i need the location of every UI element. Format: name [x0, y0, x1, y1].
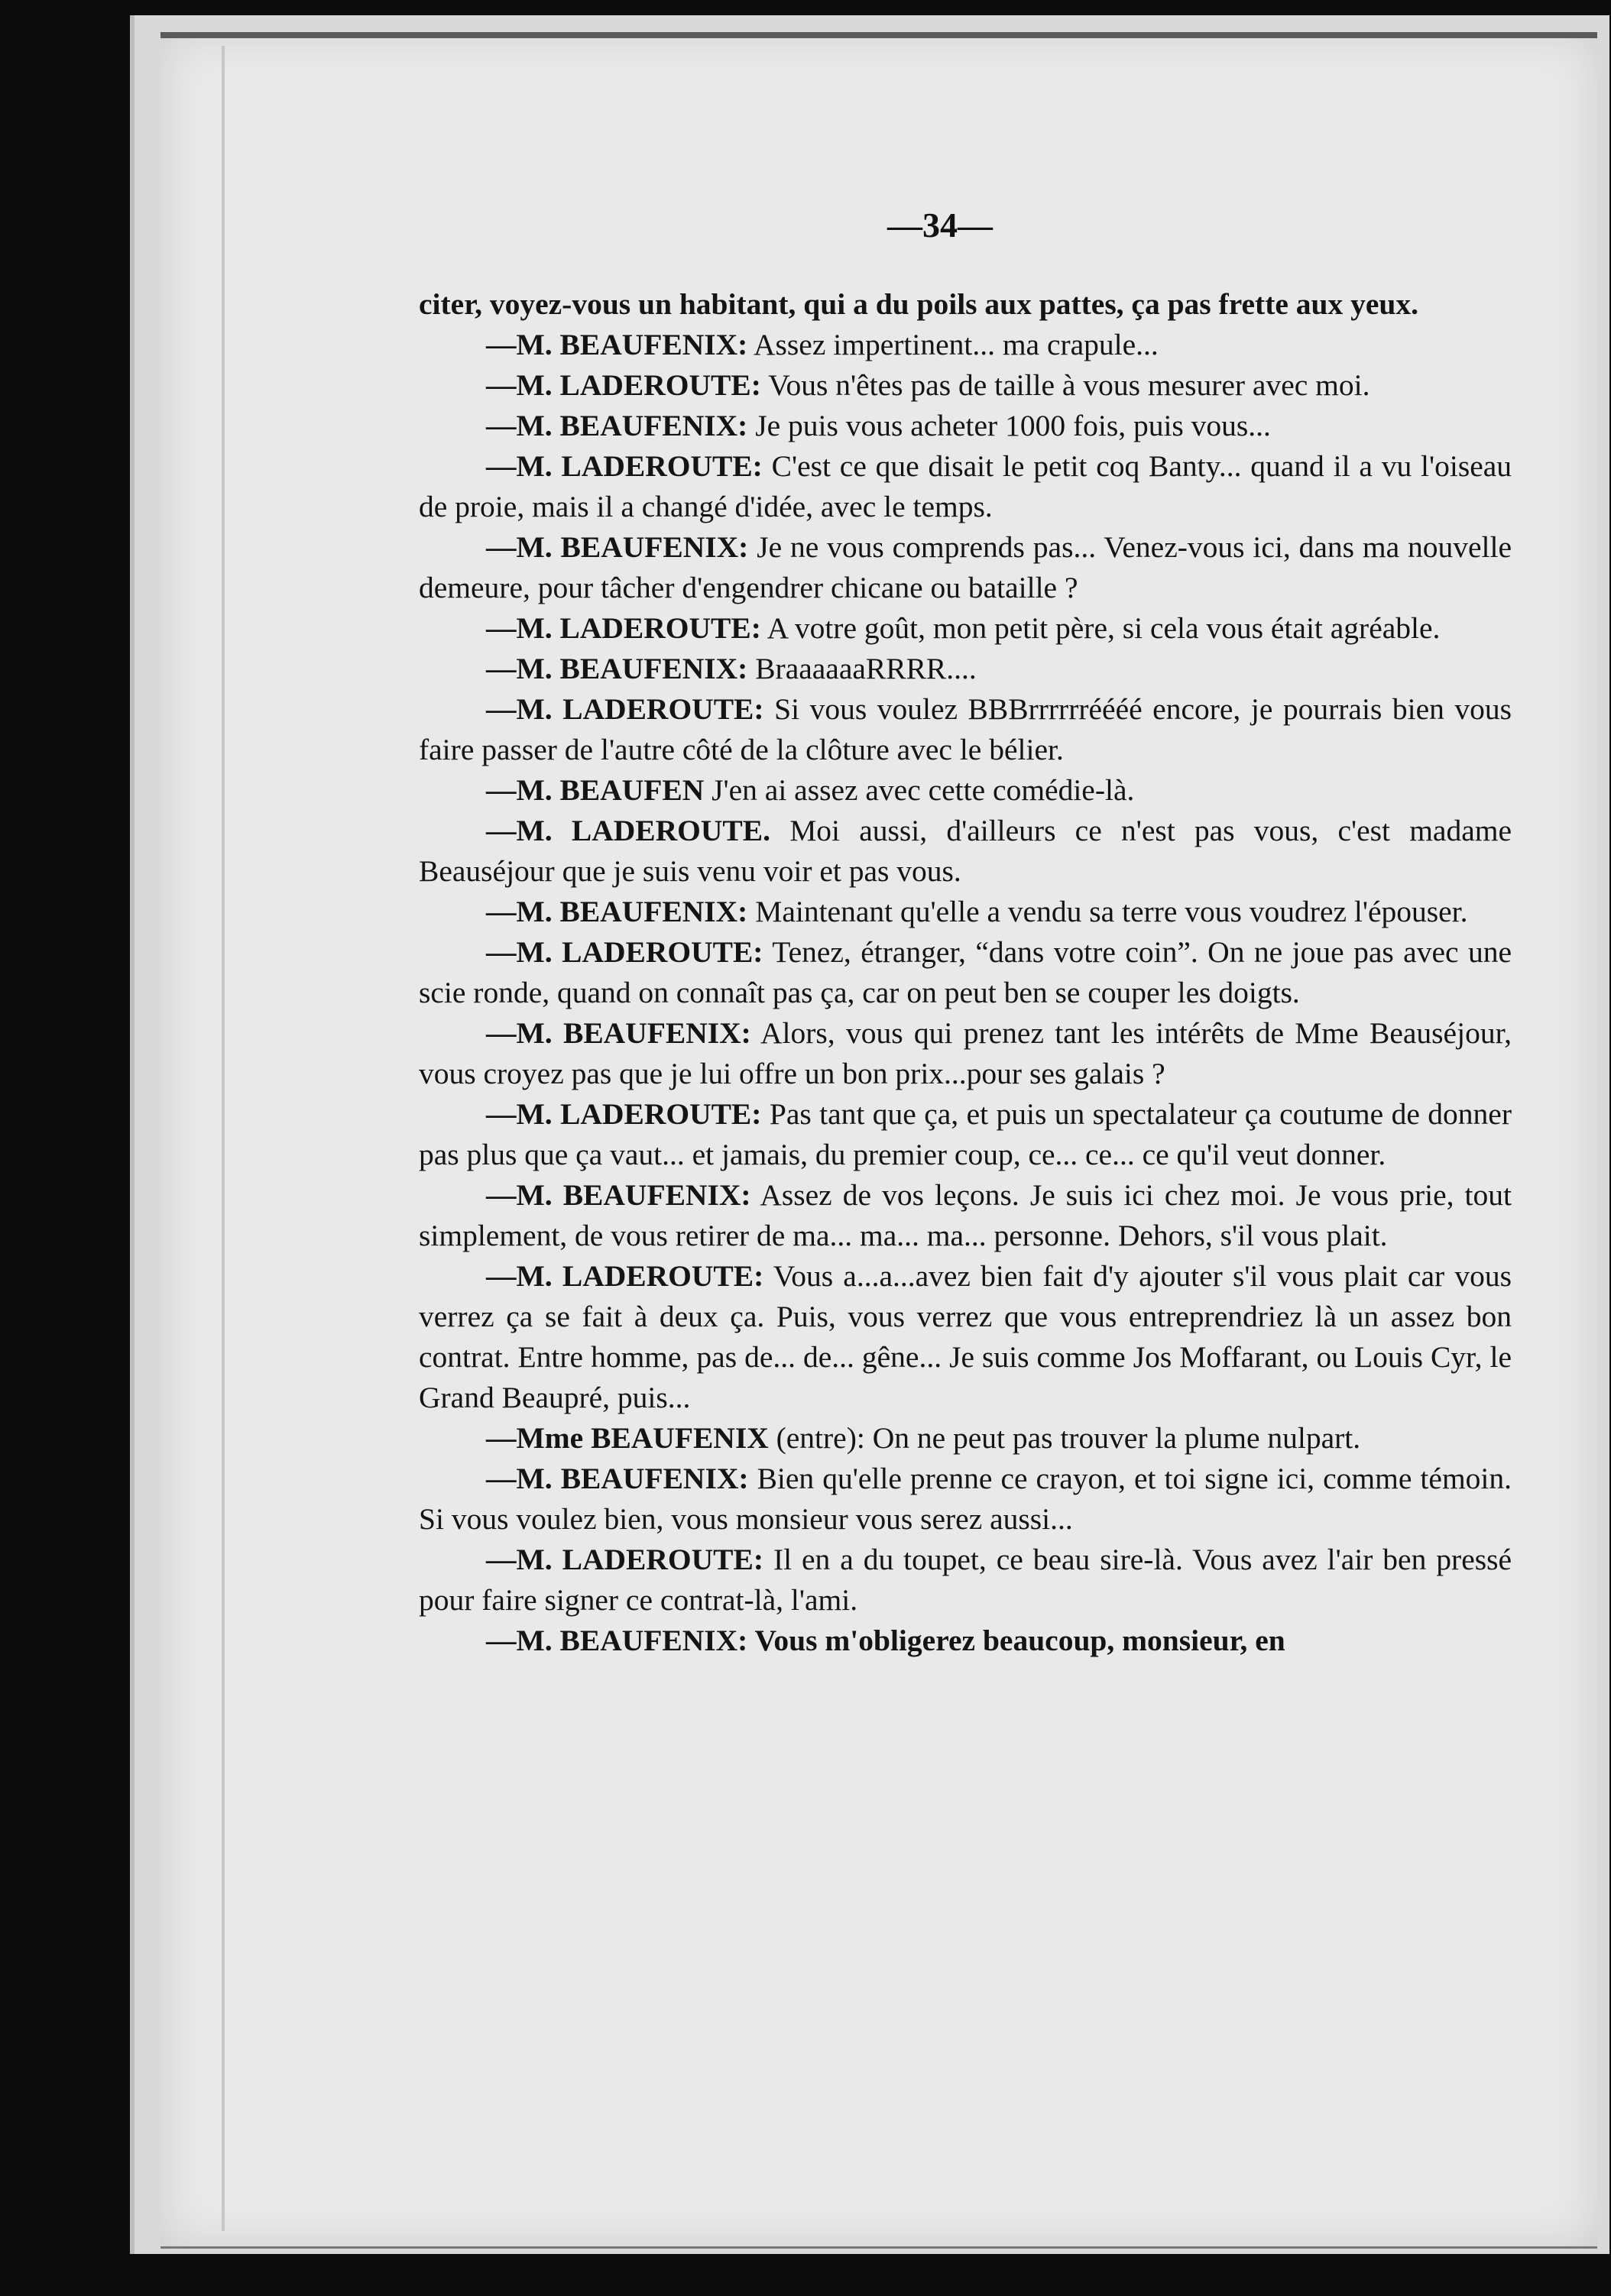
speaker-name: —M. BEAUFENIX: — [486, 1462, 749, 1495]
paragraph — [419, 608, 1512, 649]
paragraph — [419, 527, 1512, 608]
speaker-name: —M. BEAUFENIX: — [486, 895, 748, 928]
paragraph — [419, 811, 1512, 892]
paragraph-text: Je puis vous acheter 1000 fois, puis vous... — [755, 409, 1271, 442]
paragraph — [419, 325, 1512, 365]
page-number: —34— — [887, 206, 993, 244]
paragraph — [419, 1094, 1512, 1175]
paragraph-text: (entre): On ne peut pas trouver la plume nulpart. — [776, 1421, 1361, 1455]
paragraph-text: Il en a du toupet, ce beau sire-là. Vous avez l'air ben pressé pour faire signer ce contrat-là, l'ami. — [419, 1543, 1512, 1617]
speaker-name: —M. BEAUFENIX: — [486, 409, 748, 442]
speaker-name: —M. BEAUFENIX: — [486, 1178, 751, 1212]
speaker-name: —M. BEAUFENIX: — [486, 328, 748, 361]
paragraph-text: Vous n'êtes pas de taille à vous mesurer avec moi. — [768, 368, 1370, 402]
paragraph-text: Moi aussi, d'ailleurs ce n'est pas vous, c'est madame Beauséjour que je suis venu voir et pas vous. — [419, 814, 1512, 888]
top-edge-rule — [160, 32, 1597, 38]
speaker-name: —M. LADEROUTE: — [486, 935, 763, 969]
paragraph-text: J'en ai assez avec cette comédie-là. — [711, 773, 1135, 807]
paragraph-text: Vous m'obligerez beaucoup, monsieur, en — [754, 1624, 1285, 1657]
speaker-name: —M. LADEROUTE. — [486, 814, 770, 847]
paragraph-text: Alors, vous qui prenez tant les intérêts de Mme Beauséjour, vous croyez pas que je lui offre un bon prix...pour ses galais ? — [419, 1016, 1512, 1090]
paragraph-text: Assez impertinent... ma crapule... — [754, 328, 1159, 361]
paragraph-text: BraaaaaaRRRR.... — [755, 652, 977, 685]
paragraph-text: Je ne vous comprends pas... Venez-vous ici, dans ma nouvelle demeure, pour tâcher d'engendrer chicane ou bataille ? — [419, 530, 1512, 604]
paragraph — [419, 1256, 1512, 1418]
paragraph-text: Assez de vos leçons. Je suis ici chez moi. Je vous prie, tout simplement, de vous retirer de ma... ma... ma... personne. Dehors, s'il vous plait. — [419, 1178, 1512, 1252]
paragraph — [419, 770, 1512, 811]
paragraph — [419, 284, 1512, 325]
speaker-name: —M. BEAUFENIX: — [486, 530, 749, 564]
speaker-name: —M. LADEROUTE: — [486, 1259, 764, 1293]
paragraph-text: Vous a...a...avez bien fait d'y ajouter s'il vous plait car vous verrez ça se fait à deux ça. Puis, vous verrez que vous entreprendriez là un assez bon contrat. Entre homme, pas de... de... gêne... Je suis comme Jos Moffarant, ou Louis Cyr, le Grand Beaupré, puis... — [419, 1259, 1512, 1414]
paragraph — [419, 1175, 1512, 1256]
speaker-name: —M. BEAUFEN — [486, 773, 705, 807]
paragraph-text: citer, voyez-vous un habitant, qui a du poils aux pattes, ça pas frette aux yeux. — [419, 287, 1418, 321]
binding-fold-line — [222, 46, 225, 2231]
paragraph — [419, 1621, 1512, 1661]
paragraph — [419, 446, 1512, 527]
speaker-name: —M. BEAUFENIX: — [486, 652, 748, 685]
paragraph — [419, 406, 1512, 446]
bottom-edge-rule — [160, 2246, 1597, 2249]
paragraph — [419, 1013, 1512, 1094]
paragraph — [419, 892, 1512, 932]
speaker-name: —M. LADEROUTE: — [486, 1097, 762, 1131]
speaker-name: —M. LADEROUTE: — [486, 611, 761, 645]
speaker-name: —M. LADEROUTE: — [486, 368, 761, 402]
speaker-name: —M. BEAUFENIX: — [486, 1624, 748, 1657]
speaker-name: —M. LADEROUTE: — [486, 1543, 763, 1576]
paragraph-text: Si vous voulez BBBrrrrrréééé encore, je pourrais bien vous faire passer de l'autre côté de la clôture avec le bélier. — [419, 692, 1512, 766]
speaker-name: —M. LADEROUTE: — [486, 449, 763, 483]
paragraph — [419, 1418, 1512, 1459]
paragraph — [419, 649, 1512, 689]
speaker-name: —M. BEAUFENIX: — [486, 1016, 751, 1050]
paragraph — [419, 1540, 1512, 1621]
paragraph-text: C'est ce que disait le petit coq Banty... quand il a vu l'oiseau de proie, mais il a changé d'idée, avec le temps. — [419, 449, 1512, 523]
paragraph — [419, 1459, 1512, 1540]
paragraph-text: Bien qu'elle prenne ce crayon, et toi signe ici, comme témoin. Si vous voulez bien, vous monsieur vous serez aussi... — [419, 1462, 1512, 1536]
dialogue-text — [419, 284, 1512, 1661]
speaker-name: —M. LADEROUTE: — [486, 692, 764, 726]
paragraph-text: Maintenant qu'elle a vendu sa terre vous voudrez l'épouser. — [755, 895, 1468, 928]
paragraph-text: A votre goût, mon petit père, si cela vous était agréable. — [767, 611, 1441, 645]
paragraph — [419, 365, 1512, 406]
paragraph — [419, 932, 1512, 1013]
speaker-name: —Mme BEAUFENIX — [486, 1421, 769, 1455]
paragraph-text: Tenez, étranger, “dans votre coin”. On ne joue pas avec une scie ronde, quand on connaît pas ça, car on peut ben se couper les doigts. — [419, 935, 1512, 1009]
paragraph — [419, 689, 1512, 770]
paragraph-text: Pas tant que ça, et puis un spectalateur ça coutume de donner pas plus que ça vaut... et jamais, du premier coup, ce... ce... ce qu'il veut donner. — [419, 1097, 1512, 1171]
